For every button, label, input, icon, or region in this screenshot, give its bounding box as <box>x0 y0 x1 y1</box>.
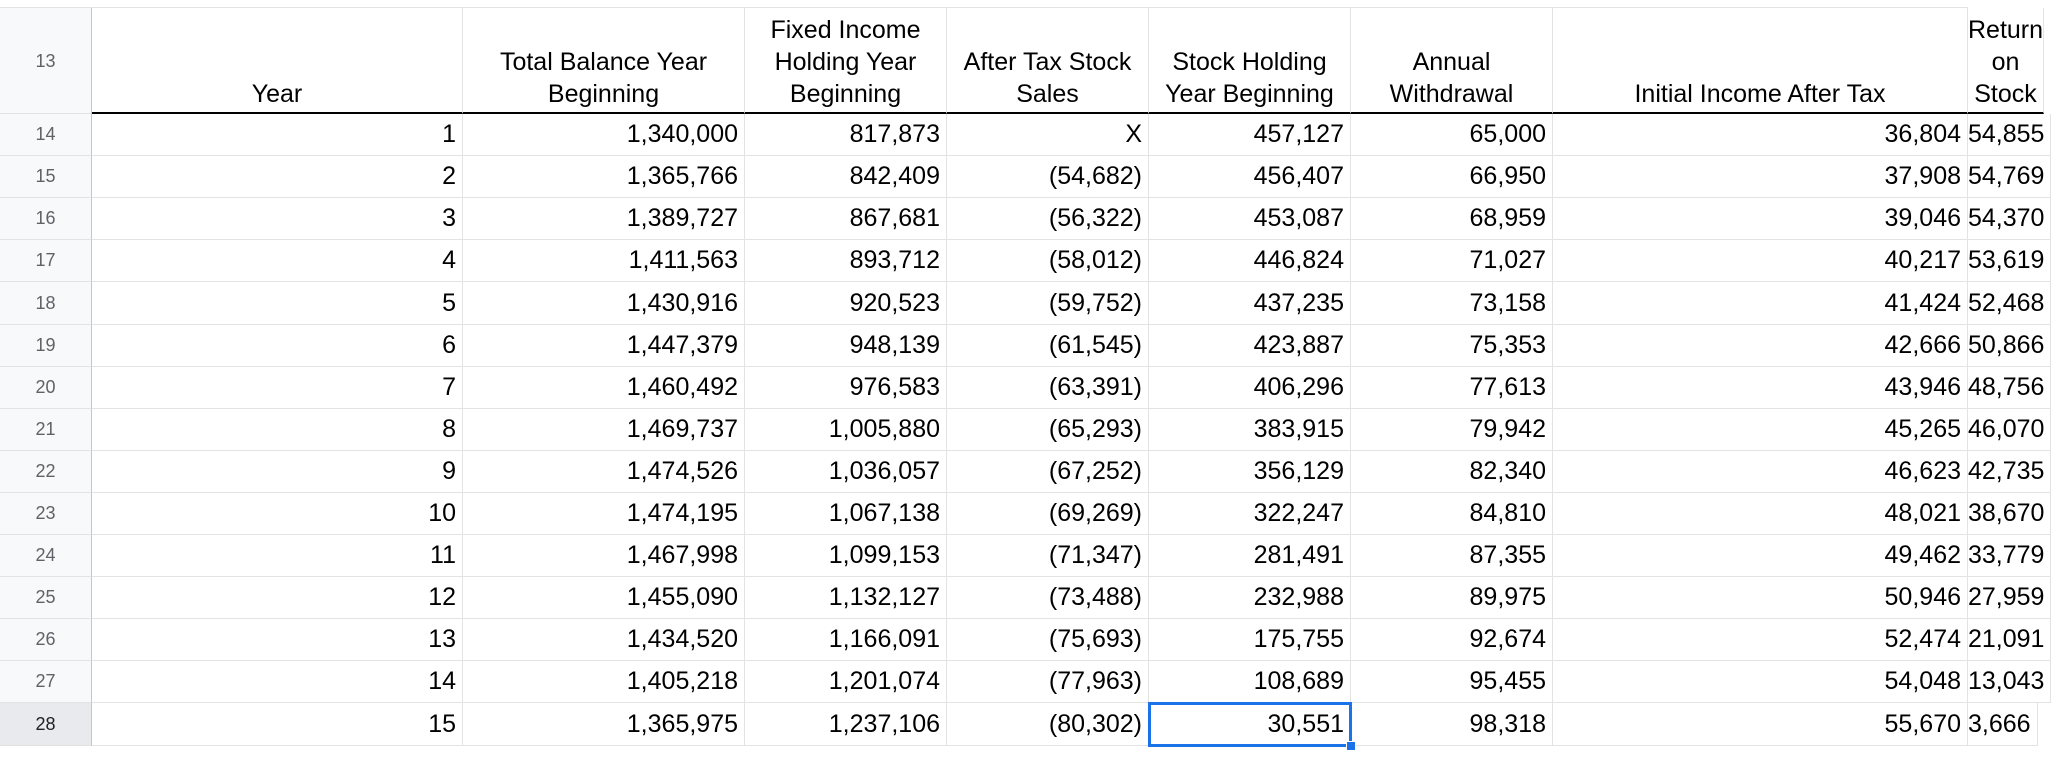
row-number[interactable]: 26 <box>0 619 92 661</box>
table-cell[interactable]: 1,430,916 <box>463 282 745 325</box>
table-cell[interactable]: 1,005,880 <box>745 409 947 451</box>
table-cell[interactable]: 92,674 <box>1351 619 1553 661</box>
table-row <box>0 577 2045 619</box>
table-cell[interactable]: (67,252) <box>947 451 1149 493</box>
table-cell[interactable]: 1,411,563 <box>463 240 745 282</box>
table-cell[interactable]: 4 <box>92 240 463 282</box>
table-cell[interactable]: 356,129 <box>1149 451 1351 493</box>
table-row <box>0 367 2045 409</box>
table-cell[interactable]: 842,409 <box>745 156 947 198</box>
table-cell[interactable]: 54,048 <box>1553 661 1968 703</box>
table-cell[interactable]: 3 <box>92 198 463 240</box>
row-number[interactable]: 20 <box>0 367 92 409</box>
row-number[interactable]: 14 <box>0 114 92 156</box>
row-number[interactable]: 22 <box>0 451 92 493</box>
table-cell[interactable]: (58,012) <box>947 240 1149 282</box>
table-cell[interactable]: 1,365,975 <box>463 703 745 746</box>
table-cell[interactable]: 437,235 <box>1149 282 1351 325</box>
row-number[interactable]: 16 <box>0 198 92 240</box>
table-cell[interactable]: 52,468 <box>1968 282 2051 325</box>
column-header-cell[interactable]: Fixed Income Holding Year Beginning <box>745 8 947 114</box>
table-cell[interactable]: 976,583 <box>745 367 947 409</box>
table-cell[interactable]: 11 <box>92 535 463 577</box>
column-header-cell[interactable]: Year <box>92 8 463 114</box>
table-cell[interactable]: (77,963) <box>947 661 1149 703</box>
table-cell[interactable]: 7 <box>92 367 463 409</box>
table-cell[interactable]: 1,455,090 <box>463 577 745 619</box>
table-cell[interactable]: 13,043 <box>1968 661 2051 703</box>
table-row <box>0 535 2045 577</box>
row-number[interactable]: 23 <box>0 493 92 535</box>
table-cell[interactable]: 50,866 <box>1968 325 2051 367</box>
table-cell[interactable]: 15 <box>92 703 463 746</box>
row-number[interactable]: 21 <box>0 409 92 451</box>
table-cell[interactable]: (63,391) <box>947 367 1149 409</box>
table-cell[interactable]: 920,523 <box>745 282 947 325</box>
table-row <box>0 198 2045 240</box>
column-header-cell[interactable]: Return on Stock <box>1968 8 2044 114</box>
partial-row-bottom <box>0 745 1968 760</box>
table-cell[interactable]: 65,000 <box>1351 114 1553 156</box>
table-cell[interactable]: 232,988 <box>1149 577 1351 619</box>
table-row <box>0 325 2045 367</box>
table-cell[interactable]: 75,353 <box>1351 325 1553 367</box>
table-cell[interactable]: 54,855 <box>1968 114 2051 156</box>
table-cell[interactable]: (80,302) <box>947 703 1149 746</box>
table-cell[interactable]: 6 <box>92 325 463 367</box>
table-cell[interactable]: 1,447,379 <box>463 325 745 367</box>
column-header-cell[interactable]: Total Balance Year Beginning <box>463 8 745 114</box>
row-number[interactable]: 28 <box>0 703 92 746</box>
table-cell[interactable]: 82,340 <box>1351 451 1553 493</box>
table-cell[interactable]: 12 <box>92 577 463 619</box>
partial-row-top <box>0 0 1968 8</box>
table-cell[interactable]: 36,804 <box>1553 114 1968 156</box>
table-cell[interactable]: 175,755 <box>1149 619 1351 661</box>
row-number[interactable]: 13 <box>0 8 92 114</box>
table-cell[interactable]: 68,959 <box>1351 198 1553 240</box>
table-cell[interactable]: 1,166,091 <box>745 619 947 661</box>
table-cell[interactable]: 30,551 <box>1149 703 1351 746</box>
table-cell[interactable]: X <box>947 114 1149 156</box>
table-cell[interactable]: 456,407 <box>1149 156 1351 198</box>
table-cell[interactable]: 49,462 <box>1553 535 1968 577</box>
table-cell[interactable]: 322,247 <box>1149 493 1351 535</box>
table-cell[interactable]: 867,681 <box>745 198 947 240</box>
table-row <box>0 282 2045 325</box>
table-row <box>0 156 2045 198</box>
row-number[interactable]: 15 <box>0 156 92 198</box>
table-cell[interactable]: 52,474 <box>1553 619 1968 661</box>
table-cell[interactable]: 50,946 <box>1553 577 1968 619</box>
table-cell[interactable]: 1,467,998 <box>463 535 745 577</box>
column-header-cell[interactable]: After Tax Stock Sales <box>947 8 1149 114</box>
table-cell[interactable]: 383,915 <box>1149 409 1351 451</box>
table-cell[interactable]: 37,908 <box>1553 156 1968 198</box>
table-cell[interactable]: (59,752) <box>947 282 1149 325</box>
table-cell[interactable]: (69,269) <box>947 493 1149 535</box>
table-cell[interactable]: (61,545) <box>947 325 1149 367</box>
table-cell[interactable]: 46,070 <box>1968 409 2051 451</box>
table-cell[interactable]: 8 <box>92 409 463 451</box>
table-cell[interactable]: 1,340,000 <box>463 114 745 156</box>
table-cell[interactable]: 10 <box>92 493 463 535</box>
table-cell[interactable]: 1,067,138 <box>745 493 947 535</box>
table-cell[interactable]: 89,975 <box>1351 577 1553 619</box>
table-cell[interactable]: 21,091 <box>1968 619 2051 661</box>
table-row <box>0 661 2045 703</box>
table-cell[interactable]: (73,488) <box>947 577 1149 619</box>
table-row <box>0 409 2045 451</box>
table-cell[interactable]: 43,946 <box>1553 367 1968 409</box>
table-cell[interactable]: 1,434,520 <box>463 619 745 661</box>
table-cell[interactable]: 84,810 <box>1351 493 1553 535</box>
table-cell[interactable]: 46,623 <box>1553 451 1968 493</box>
table-cell[interactable]: 281,491 <box>1149 535 1351 577</box>
table-cell[interactable]: 1,237,106 <box>745 703 947 746</box>
table-cell[interactable]: 406,296 <box>1149 367 1351 409</box>
table-cell[interactable]: 3,666 <box>1968 703 2038 746</box>
row-number[interactable]: 19 <box>0 325 92 367</box>
table-cell[interactable]: 14 <box>92 661 463 703</box>
table-cell[interactable]: (71,347) <box>947 535 1149 577</box>
fill-handle[interactable] <box>1346 741 1356 751</box>
table-cell[interactable]: 13 <box>92 619 463 661</box>
table-row <box>0 619 2045 661</box>
table-cell[interactable]: 5 <box>92 282 463 325</box>
table-cell[interactable]: 9 <box>92 451 463 493</box>
table-cell[interactable]: 53,619 <box>1968 240 2051 282</box>
table-cell[interactable]: 48,021 <box>1553 493 1968 535</box>
table-row <box>0 703 2031 746</box>
column-header-cell[interactable]: Annual Withdrawal <box>1351 8 1553 114</box>
table-cell[interactable]: (65,293) <box>947 409 1149 451</box>
table-cell[interactable]: 457,127 <box>1149 114 1351 156</box>
table-cell[interactable]: 48,756 <box>1968 367 2051 409</box>
table-cell[interactable]: 54,370 <box>1968 198 2051 240</box>
table-cell[interactable]: 42,735 <box>1968 451 2051 493</box>
table-cell[interactable]: 423,887 <box>1149 325 1351 367</box>
column-header-cell[interactable]: Stock Holding Year Beginning <box>1149 8 1351 114</box>
table-cell[interactable]: 42,666 <box>1553 325 1968 367</box>
table-row <box>0 493 2045 535</box>
table-cell[interactable]: 77,613 <box>1351 367 1553 409</box>
table-cell[interactable]: 1,132,127 <box>745 577 947 619</box>
table-row <box>0 240 2045 282</box>
column-header-cell[interactable]: Initial Income After Tax <box>1553 8 1968 114</box>
table-cell[interactable]: 1,365,766 <box>463 156 745 198</box>
table-cell[interactable]: 54,769 <box>1968 156 2051 198</box>
table-cell[interactable]: 1,099,153 <box>745 535 947 577</box>
table-cell[interactable]: 1,469,737 <box>463 409 745 451</box>
row-number[interactable]: 24 <box>0 535 92 577</box>
table-cell[interactable]: 87,355 <box>1351 535 1553 577</box>
table-cell[interactable]: 108,689 <box>1149 661 1351 703</box>
table-cell[interactable]: 55,670 <box>1553 703 1968 746</box>
table-cell[interactable]: (75,693) <box>947 619 1149 661</box>
table-cell[interactable]: 1,474,195 <box>463 493 745 535</box>
table-cell[interactable]: 1 <box>92 114 463 156</box>
table-cell[interactable]: 2 <box>92 156 463 198</box>
table-cell[interactable]: 39,046 <box>1553 198 1968 240</box>
table-cell[interactable]: 41,424 <box>1553 282 1968 325</box>
row-number[interactable]: 27 <box>0 661 92 703</box>
header-row <box>0 8 2044 114</box>
table-cell[interactable]: 73,158 <box>1351 282 1553 325</box>
table-cell[interactable]: 66,950 <box>1351 156 1553 198</box>
table-cell[interactable]: 98,318 <box>1351 703 1553 746</box>
table-cell[interactable]: 33,779 <box>1968 535 2051 577</box>
table-row <box>0 114 2045 156</box>
table-cell[interactable]: 1,405,218 <box>463 661 745 703</box>
table-cell[interactable]: (56,322) <box>947 198 1149 240</box>
table-cell[interactable]: 79,942 <box>1351 409 1553 451</box>
table-cell[interactable]: 27,959 <box>1968 577 2051 619</box>
table-cell[interactable]: 1,389,727 <box>463 198 745 240</box>
table-cell[interactable]: 38,670 <box>1968 493 2051 535</box>
table-cell[interactable]: 453,087 <box>1149 198 1351 240</box>
table-cell[interactable]: 71,027 <box>1351 240 1553 282</box>
table-cell[interactable]: 40,217 <box>1553 240 1968 282</box>
table-cell[interactable]: 1,201,074 <box>745 661 947 703</box>
table-cell[interactable]: 45,265 <box>1553 409 1968 451</box>
table-row <box>0 451 2045 493</box>
table-cell[interactable]: 1,474,526 <box>463 451 745 493</box>
table-cell[interactable]: 817,873 <box>745 114 947 156</box>
table-cell[interactable]: 948,139 <box>745 325 947 367</box>
row-number[interactable]: 17 <box>0 240 92 282</box>
table-cell[interactable]: 95,455 <box>1351 661 1553 703</box>
table-cell[interactable]: 893,712 <box>745 240 947 282</box>
table-cell[interactable]: (54,682) <box>947 156 1149 198</box>
table-cell[interactable]: 446,824 <box>1149 240 1351 282</box>
row-number[interactable]: 25 <box>0 577 92 619</box>
table-cell[interactable]: 1,036,057 <box>745 451 947 493</box>
table-cell[interactable]: 1,460,492 <box>463 367 745 409</box>
row-number[interactable]: 18 <box>0 282 92 325</box>
